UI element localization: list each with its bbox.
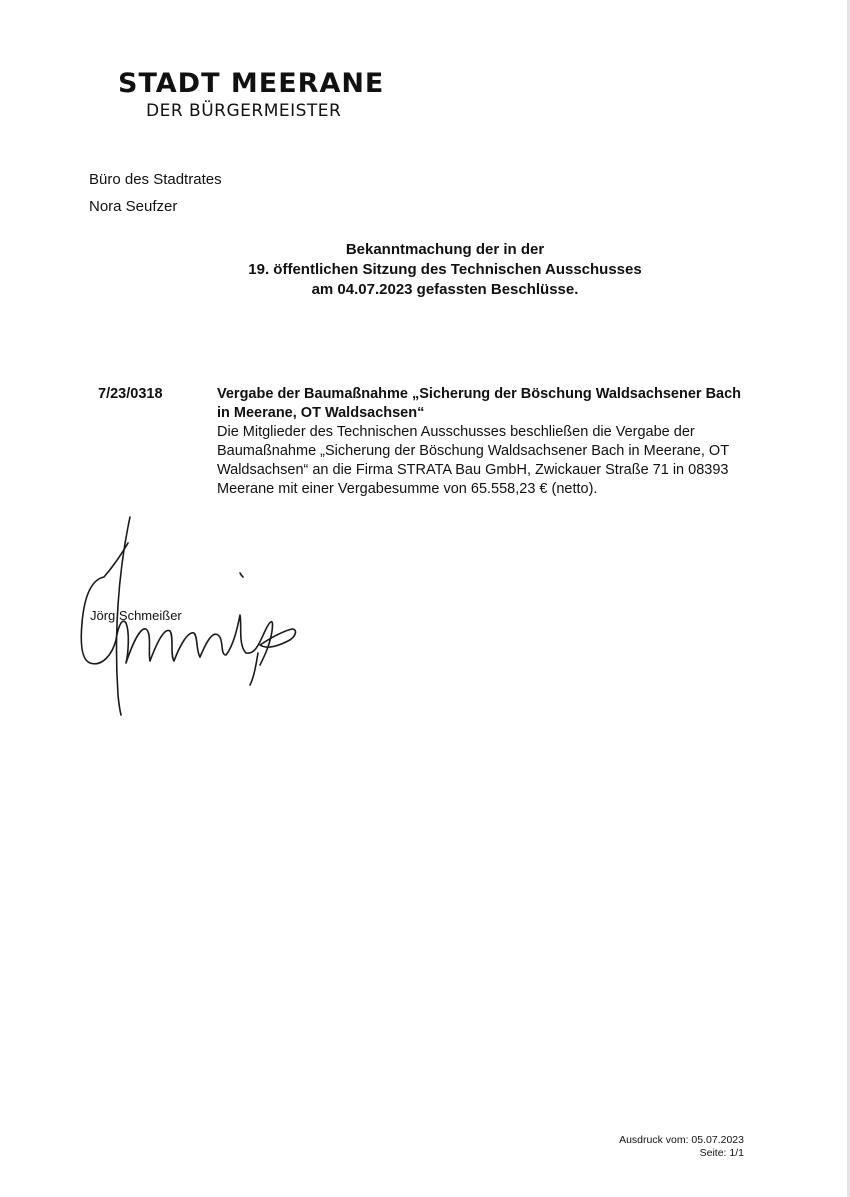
sender-department: Büro des Stadtrates (89, 171, 222, 188)
page-number: Seite: 1/1 (699, 1147, 744, 1159)
resolution-text: Die Mitglieder des Technischen Ausschusses beschließen die Vergabe der Baumaßnahme „Sicherung der Böschung Waldsachsener Bach in Meerane, OT Waldsachsen“ an die Firma STRATA Bau GmbH, Zwickauer Straße 71 in 08393 Meerane mit einer Vergabesumme von 65.558,23 € (netto). (217, 424, 729, 497)
announcement-line-1: Bekanntmachung der in der (345, 241, 545, 258)
city-name: STADT MEERANE (118, 68, 385, 99)
announcement-line-2: 19. öffentlichen Sitzung des Technischen Ausschusses (248, 261, 642, 278)
signature-area (60, 505, 320, 725)
announcement-title (150, 240, 740, 300)
print-footer (619, 1134, 744, 1160)
print-date: Ausdruck vom: 05.07.2023 (619, 1134, 744, 1146)
letterhead (118, 68, 398, 122)
resolution-body (217, 385, 757, 499)
signer-name: Jörg Schmeißer (90, 608, 182, 623)
sender-name: Nora Seufzer (89, 198, 178, 215)
announcement-line-3: am 04.07.2023 gefassten Beschlüsse. (311, 281, 579, 298)
resolution-number: 7/23/0318 (98, 386, 163, 402)
resolution-heading: Vergabe der Baumaßnahme „Sicherung der Böschung Waldsachsener Bach in Meerane, OT Waldsachsen“ (217, 386, 742, 421)
sender-block (89, 166, 222, 220)
office-name: DER BÜRGERMEISTER (146, 101, 342, 121)
